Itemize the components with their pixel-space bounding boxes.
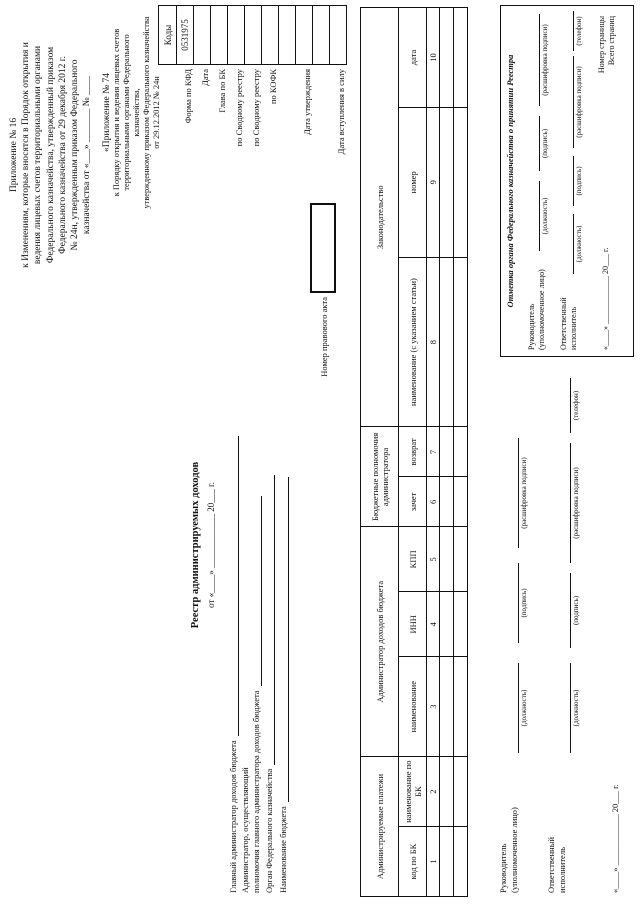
code-label: Дата [200, 69, 210, 86]
code-row-kofk [262, 5, 279, 185]
appendix-74-title: «Приложение № 74 [102, 72, 112, 153]
appendix-16-line: № 24н, утвержденным приказом Федерального [70, 59, 81, 251]
appendix-16-line: Федерального казначейства, утвержденный приказом [45, 46, 56, 264]
appendix-74-line: от 29.12.2012 № 24н [152, 76, 161, 149]
legal-act-box[interactable] [310, 203, 336, 293]
appendix-16-line: Федерального казначейства от 29 декабря 2012 г. [57, 56, 68, 254]
code-value: 0531975 [176, 5, 194, 65]
decode-caption: (расшифровка подписи) [575, 66, 583, 138]
code-label: Дата утверждения [302, 69, 312, 135]
code-row-registry-1 [228, 5, 245, 185]
code-value [295, 5, 313, 65]
register-title: Реестр администрируемых доходов [190, 461, 201, 629]
col-header: ИНН [399, 592, 427, 657]
treasury-approval-box [500, 5, 634, 357]
code-row-form [177, 5, 194, 185]
code-value [210, 5, 228, 65]
code-row-approval-date [296, 5, 313, 185]
codes-block [160, 5, 347, 185]
code-value [261, 5, 279, 65]
head-label-sub: (уполномоченное лицо) [509, 807, 519, 893]
col-number: 8 [427, 257, 440, 427]
code-row-blank [279, 5, 296, 185]
col-header: наименование по БК [399, 757, 427, 827]
col-number: 6 [427, 477, 440, 527]
col-header: возврат [399, 427, 427, 477]
code-value [278, 5, 296, 65]
signature-block [498, 373, 638, 893]
col-header: наименование (с указанием статьи) [399, 257, 427, 427]
register-date: от «____» ____________ 20___ г. [206, 482, 216, 608]
appendix-16-line: к Изменениям, которые вносятся в Порядок открытия и [21, 42, 32, 268]
decode-caption: (расшифровка подписи) [572, 467, 580, 539]
col-number: 4 [427, 592, 440, 657]
code-label: Глава по БК [217, 69, 227, 113]
meta-chief-admin: Главный администратор доходов бюджета [228, 436, 239, 893]
table-row [440, 8, 454, 897]
signature-caption: (подпись) [541, 128, 549, 159]
column-number-row [427, 8, 440, 897]
code-value [227, 5, 245, 65]
group-legislation: Законодательство [361, 8, 399, 427]
appendix-16-header [8, 10, 93, 300]
appendix-16-line: ведения лицевых счетов территориальными органами [33, 45, 44, 265]
group-admin: Администратор доходов бюджета [361, 527, 399, 757]
codes-head: Коды [158, 5, 177, 65]
exec-label-sub: исполнитель [569, 306, 578, 350]
head-label: Руководитель [527, 303, 536, 350]
position-caption: (должность) [541, 197, 549, 235]
col-number: 10 [427, 8, 440, 108]
col-header: зачет [399, 477, 427, 527]
page-number-label: Номер страницы [597, 16, 606, 74]
table-row [454, 8, 468, 897]
code-label: Дата вступления в силу [336, 69, 346, 155]
col-header: наименование [399, 657, 427, 757]
exec-label: Ответственный [546, 837, 556, 893]
exec-label-sub: исполнитель [557, 847, 567, 893]
code-label: Форма по КФД [183, 69, 193, 124]
code-row-date [194, 5, 211, 185]
total-pages-label: Всего страниц [607, 16, 616, 66]
exec-label: Ответственный [559, 297, 568, 350]
signature-caption: (подпись) [572, 595, 580, 626]
code-value [312, 5, 330, 65]
phone-caption: (телефон) [572, 390, 580, 421]
appendix-16-line: казначейства от «___» _______ № ____ [82, 75, 93, 235]
appendix-16-title: Приложение № 16 [9, 117, 19, 193]
code-label: по КОФК [268, 69, 278, 105]
signature-caption: (подпись) [520, 588, 528, 618]
code-value [193, 5, 211, 65]
col-number: 7 [427, 427, 440, 477]
col-header: КПП [399, 527, 427, 592]
col-number: 3 [427, 657, 440, 757]
col-header: дата [399, 8, 427, 108]
position-caption: (должность) [572, 689, 580, 727]
phone-caption: (телефон) [575, 16, 583, 46]
approval-date: «____» ____________ 20___ г. [601, 247, 610, 350]
approval-title: Отметка органа Федерального казначейства о принятии Реестра [505, 54, 515, 308]
col-number: 1 [427, 827, 440, 897]
signature-caption: (подпись) [575, 166, 583, 196]
col-number: 5 [427, 527, 440, 592]
register-table [360, 7, 468, 897]
codes-head-row [160, 5, 177, 185]
appendix-74-line: к Порядку открытия и ведения лицевых счетов [112, 28, 121, 197]
code-row-effective-date [330, 5, 347, 185]
sign-date: «____» ____________ 20___ г. [610, 784, 620, 893]
decode-caption: (расшифровка подписи) [541, 24, 549, 96]
col-header: номер [399, 107, 427, 257]
position-caption: (должность) [520, 689, 528, 727]
head-label-sub: (уполномоченное лицо) [537, 269, 546, 350]
code-row-registry-2 [245, 5, 262, 185]
col-number: 9 [427, 107, 440, 257]
appendix-74-line: утвержденному приказом Федерального казначейства [142, 16, 151, 209]
code-value [244, 5, 262, 65]
position-caption: (должность) [575, 225, 583, 263]
code-label: по Сводному реестру [234, 69, 244, 147]
group-authority: Бюджетные полномочия администратора [361, 427, 399, 527]
head-label: Руководитель [498, 843, 508, 893]
appendix-74-line: территориальными органами Федерального казначейства, [122, 34, 141, 191]
meta-budget: Наименование бюджета [278, 477, 289, 893]
page-counter [597, 16, 617, 156]
decode-caption: (расшифровка подписи) [520, 457, 528, 529]
legal-act-label: Номер правового акта [319, 297, 329, 377]
code-row-blank [313, 5, 330, 185]
meta-authority: полномочия главного администратора доходов бюджета [251, 496, 262, 893]
appendix-74-header [102, 10, 162, 215]
code-value [329, 5, 347, 65]
meta-treasury: Орган Федерального казначейства [264, 475, 275, 893]
meta-admin: Администратор, осуществляющий [240, 767, 250, 893]
code-row-head-bk [211, 5, 228, 185]
code-label: по Сводному реестру [251, 69, 261, 147]
group-payments: Администрируемые платежи [361, 757, 399, 897]
col-header: код по БК [399, 827, 427, 897]
col-number: 2 [427, 757, 440, 827]
